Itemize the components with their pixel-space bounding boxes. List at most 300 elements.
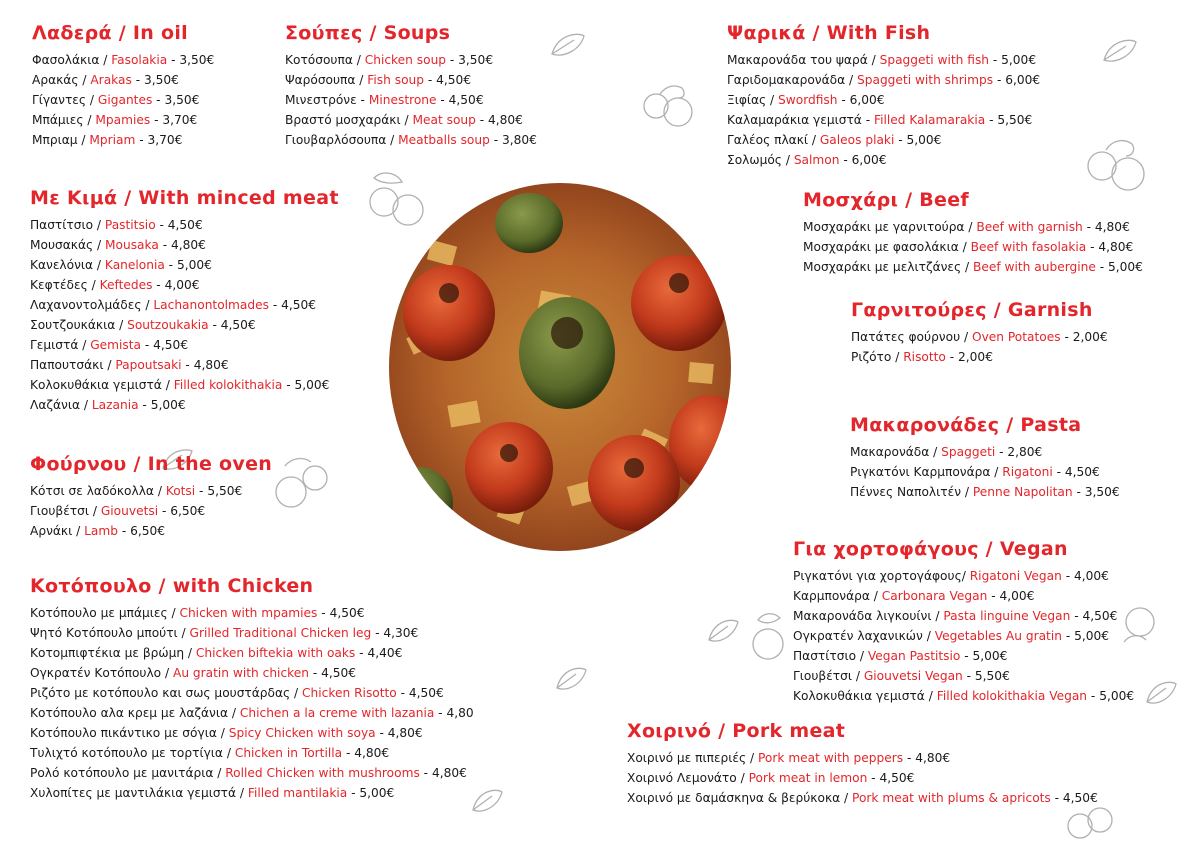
section-garnish [851, 299, 1108, 367]
menu-item-separator: / [958, 240, 971, 254]
menu-item-greek-name: Μακαρονάδα του ψαρά [727, 53, 868, 67]
menu-item-greek-name: Μοσχαράκι με φασολάκια [803, 240, 959, 254]
menu-item [285, 130, 537, 150]
menu-item-price: - 4,80€ [1082, 220, 1130, 234]
section-title: Χοιρινό / Pork meat [627, 720, 846, 742]
menu-item-greek-name: Μοσχαράκι με μελιτζάνες [803, 260, 962, 274]
menu-item-greek-name: Χυλοπίτες με μαντιλάκια γεμιστά [30, 786, 236, 800]
menu-item-separator: / [83, 113, 96, 127]
menu-item-separator: / [924, 689, 937, 703]
menu-item [30, 501, 272, 521]
menu-item-greek-name: Ογκρατέν Κοτόπουλο [30, 666, 162, 680]
menu-item-price: - 3,50€ [1072, 485, 1120, 499]
menu-item-separator: / [290, 686, 303, 700]
menu-item-price: - 5,00€ [347, 786, 395, 800]
menu-item-separator: / [781, 153, 794, 167]
menu-item-price: - 4,50€ [1070, 609, 1118, 623]
menu-item-separator: / [400, 113, 413, 127]
menu-item [30, 683, 474, 703]
menu-item-price: - 4,00€ [1061, 569, 1109, 583]
menu-item-greek-name: Γιουβέτσι [30, 504, 89, 518]
menu-item-price: - 3,50€ [152, 93, 200, 107]
menu-item [793, 626, 1134, 646]
menu-item-separator: / [177, 626, 190, 640]
section-chicken [30, 575, 474, 803]
menu-item-english-name: Filled kolokithakia [173, 378, 283, 392]
menu-item [32, 110, 214, 130]
section-pasta [850, 414, 1120, 502]
menu-item-greek-name: Μουσακάς [30, 238, 94, 252]
menu-item-separator: / [931, 609, 944, 623]
menu-item-greek-name: Σολωμός [727, 153, 782, 167]
menu-item-greek-name: Παστίτσιο [30, 218, 94, 232]
menu-item-greek-name: Χοιρινό Λεμονάτο [627, 771, 737, 785]
menu-item-price: - 5,50€ [195, 484, 243, 498]
menu-item-separator: / [80, 398, 92, 412]
menu-item-greek-name: Ριγκατόνι για χορτογάφους [793, 569, 962, 583]
menu-item-separator: / [355, 73, 368, 87]
menu-item [285, 90, 537, 110]
menu-item-separator: / [867, 53, 880, 67]
menu-item-price: - 4,50€ [1050, 791, 1098, 805]
menu-item-english-name: Rigatoni Vegan [969, 569, 1062, 583]
menu-item-greek-name: Ριζότο με κοτόπουλο και σως μουστάρδας [30, 686, 291, 700]
menu-item [30, 723, 474, 743]
menu-item-separator: / [216, 726, 229, 740]
menu-item-english-name: Vegetables Au gratin [934, 629, 1062, 643]
menu-item-english-name: Meatballs soup [398, 133, 490, 147]
menu-item-greek-name: Γιουβέτσι [793, 669, 852, 683]
menu-item-separator: / [961, 260, 974, 274]
menu-item-price: - 5,00€ [1087, 689, 1135, 703]
menu-item-english-name: Lachanontolmades [153, 298, 269, 312]
leaf-doodle-icon [1144, 678, 1180, 708]
menu-item [30, 315, 339, 335]
menu-item-price: - 5,50€ [962, 669, 1010, 683]
menu-item-english-name: Giouvetsi Vegan [863, 669, 963, 683]
menu-item-separator: / [78, 73, 91, 87]
berry-doodle-icon [362, 168, 432, 234]
menu-item-separator: / [141, 298, 154, 312]
menu-item [727, 70, 1040, 90]
menu-item-price: - 4,50€ [317, 606, 365, 620]
menu-item-greek-name: Ογκρατέν λαχανικών [793, 629, 923, 643]
menu-item-price: - 4,50€ [155, 218, 203, 232]
menu-item [30, 521, 272, 541]
menu-item-price: - 4,80€ [342, 746, 390, 760]
menu-item-price: - 4,50€ [424, 73, 472, 87]
menu-item-separator: / [960, 330, 972, 344]
menu-item-greek-name: Ριγκατόνι Καρμπονάρα [850, 465, 991, 479]
menu-item-english-name: Mpamies [95, 113, 151, 127]
menu-item [851, 327, 1108, 347]
menu-item [727, 130, 1040, 150]
menu-item-price: - 5,00€ [989, 53, 1037, 67]
menu-item [285, 70, 537, 90]
menu-item-greek-name: Βραστό μοσχαράκι [285, 113, 401, 127]
menu-item-english-name: Gemista [90, 338, 142, 352]
menu-item-greek-name: Μακαρονάδα λιγκουίνι [793, 609, 932, 623]
menu-item-price: - 6,00€ [837, 93, 885, 107]
menu-item-price: - 4,80€ [419, 766, 467, 780]
menu-item [30, 395, 339, 415]
section-title: Μακαρονάδες / Pasta [850, 414, 1082, 436]
menu-item-separator: / [93, 218, 105, 232]
menu-item-english-name: Papoutsaki [115, 358, 182, 372]
menu-item-separator: / [87, 278, 100, 292]
menu-item [793, 566, 1134, 586]
menu-item [285, 110, 537, 130]
menu-item [32, 130, 214, 150]
menu-item-english-name: Pasta linguine Vegan [943, 609, 1071, 623]
menu-item [30, 743, 474, 763]
menu-item-english-name: Rolled Chicken with mushrooms [225, 766, 420, 780]
menu-item [727, 110, 1040, 130]
menu-item-english-name: Pastitsio [104, 218, 156, 232]
menu-item-english-name: Soutzoukakia [127, 318, 209, 332]
section-pork [627, 720, 1098, 808]
menu-item-english-name: Kotsi [165, 484, 196, 498]
menu-item-separator: / [922, 629, 935, 643]
menu-item [30, 295, 339, 315]
menu-item-english-name: Arakas [90, 73, 132, 87]
menu-item-greek-name: Μινεστρόνε [285, 93, 357, 107]
menu-item-greek-name: Γαριδομακαρονάδα [727, 73, 846, 87]
menu-item-english-name: Minestrone [368, 93, 437, 107]
menu-item-english-name: Mpriam [89, 133, 136, 147]
menu-item-separator: / [808, 133, 820, 147]
menu-item-separator: / [72, 524, 85, 538]
menu-item-price: - 4,80€ [158, 238, 206, 252]
menu-item-separator: / [86, 93, 98, 107]
menu-item-price: - 3,50€ [167, 53, 215, 67]
menu-item-price: - 3,80€ [489, 133, 537, 147]
menu-item-english-name: Meat soup [412, 113, 476, 127]
leaf-doodle-icon [1100, 36, 1140, 66]
menu-item-english-name: Chicken biftekia with oaks [195, 646, 356, 660]
menu-item [30, 255, 339, 275]
menu-item-english-name: Chicken soup [364, 53, 447, 67]
menu-item-price: - 2,80€ [995, 445, 1043, 459]
menu-item [30, 783, 474, 803]
menu-item-greek-name: Γεμιστά [30, 338, 79, 352]
menu-item-separator: - [356, 93, 369, 107]
menu-item-english-name: Au gratin with chicken [172, 666, 309, 680]
menu-item-english-name: Pork meat in lemon [748, 771, 868, 785]
menu-item-price: - 5,00€ [894, 133, 942, 147]
menu-item-greek-name: Κότσι σε λαδόκολλα [30, 484, 154, 498]
menu-item-english-name: Spicy Chicken with soya [228, 726, 376, 740]
menu-item-price: - 4,80€ [375, 726, 423, 740]
menu-item-separator: / [386, 133, 399, 147]
menu-item-price: - 6,00€ [839, 153, 887, 167]
menu-item-english-name: Chicken with mpamies [179, 606, 318, 620]
menu-item [285, 50, 537, 70]
menu-item-greek-name: Μακαρονάδα [850, 445, 930, 459]
menu-item [30, 235, 339, 255]
menu-item-english-name: Keftedes [99, 278, 153, 292]
menu-item [32, 90, 214, 110]
menu-item-english-name: Kanelonia [104, 258, 165, 272]
menu-item-price: - 3,50€ [131, 73, 179, 87]
menu-item-separator: / [964, 220, 977, 234]
menu-item [803, 237, 1143, 257]
menu-item-greek-name: Κολοκυθάκια γεμιστά [793, 689, 925, 703]
menu-item [793, 606, 1134, 626]
section-beef [803, 189, 1143, 277]
menu-item-greek-name: Χοιρινό με δαμάσκηνα & βερύκοκα [627, 791, 841, 805]
menu-item-separator: / [161, 378, 174, 392]
menu-item [727, 90, 1040, 110]
menu-item [793, 646, 1134, 666]
menu-item-separator: - [861, 113, 874, 127]
menu-item [627, 768, 1098, 788]
menu-item-english-name: Filled kolokithakia Vegan [936, 689, 1088, 703]
menu-item [30, 375, 339, 395]
menu-item-separator: / [766, 93, 779, 107]
menu-item-english-name: Giouvetsi [100, 504, 159, 518]
menu-item-greek-name: Κανελόνια [30, 258, 94, 272]
menu-item [30, 623, 474, 643]
menu-item-english-name: Carbonara Vegan [881, 589, 988, 603]
leaf-doodle-icon [548, 30, 588, 60]
menu-item [793, 586, 1134, 606]
menu-item-price: - 4,00€ [152, 278, 200, 292]
menu-item-separator: / [891, 350, 904, 364]
menu-item [627, 788, 1098, 808]
menu-item-greek-name: Κολοκυθάκια γεμιστά [30, 378, 162, 392]
menu-item-price: - 4,50€ [268, 298, 317, 312]
menu-item [851, 347, 1108, 367]
menu-item [30, 643, 474, 663]
menu-item [30, 335, 339, 355]
section-minced-meat [30, 187, 339, 415]
menu-item-greek-name: Λαζάνια [30, 398, 80, 412]
menu-item-separator: / [736, 771, 749, 785]
leaf-doodle-icon [554, 664, 590, 694]
menu-item-greek-name: Παστίτσιο [793, 649, 857, 663]
menu-item-price: - 4,80€ [181, 358, 229, 372]
menu-item-price: - 4,80€ [903, 751, 951, 765]
menu-item-price: - 4,80 [434, 706, 474, 720]
menu-item-greek-name: Καλαμαράκια γεμιστά [727, 113, 862, 127]
menu-item-price: - 4,50€ [867, 771, 915, 785]
menu-item-greek-name: Τυλιχτό κοτόπουλο με τορτίγια [30, 746, 223, 760]
menu-item-separator: / [961, 485, 973, 499]
menu-item-english-name: Salmon [793, 153, 840, 167]
menu-item-separator: / [840, 791, 853, 805]
menu-item-english-name: Chicken Risotto [302, 686, 397, 700]
menu-item-price: - 5,00€ [138, 398, 186, 412]
menu-item [30, 703, 474, 723]
menu-item-separator: / [961, 569, 970, 583]
menu-item [30, 355, 339, 375]
menu-item-price: - 5,00€ [282, 378, 330, 392]
menu-item-greek-name: Γίγαντες [32, 93, 87, 107]
menu-item [793, 686, 1134, 706]
menu-item-separator: / [93, 238, 106, 252]
menu-item-separator: / [153, 484, 166, 498]
menu-item-price: - 4,40€ [355, 646, 403, 660]
menu-item-price: - 4,80€ [475, 113, 523, 127]
menu-item-separator: / [213, 766, 226, 780]
section-vegan [793, 538, 1134, 706]
menu-item [627, 748, 1098, 768]
menu-item-price: - 5,00€ [960, 649, 1008, 663]
menu-item-greek-name: Ρολό κοτόπουλο με μανιτάρια [30, 766, 214, 780]
menu-item-separator: / [228, 706, 240, 720]
menu-item-separator: / [93, 258, 105, 272]
menu-item-separator: / [929, 445, 942, 459]
menu-item-separator: / [88, 504, 101, 518]
menu-item-greek-name: Πέννες Ναπολιτέν [850, 485, 961, 499]
menu-item-separator: / [184, 646, 196, 660]
menu-item [30, 481, 272, 501]
menu-item-separator: / [869, 589, 882, 603]
menu-item-greek-name: Γαλέος πλακί [727, 133, 808, 147]
berry-doodle-icon [265, 452, 335, 522]
menu-item-english-name: Pork meat with plums & apricots [852, 791, 1051, 805]
section-title: Με Κιμά / With minced meat [30, 187, 339, 209]
section-title: Γαρνιτούρες / Garnish [851, 299, 1093, 321]
menu-item-english-name: Grilled Traditional Chicken leg [189, 626, 372, 640]
menu-item-price: - 4,50€ [396, 686, 444, 700]
section-fish [727, 22, 1040, 170]
menu-item-english-name: Lazania [91, 398, 139, 412]
menu-item [793, 666, 1134, 686]
menu-item-price: - 6,50€ [117, 524, 166, 538]
menu-item-english-name: Fish soup [367, 73, 425, 87]
section-title: Για χορτοφάγους / Vegan [793, 538, 1068, 560]
menu-item-greek-name: Πατάτες φούρνου [851, 330, 961, 344]
menu-item-separator: / [115, 318, 128, 332]
menu-item-greek-name: Ριζότο [851, 350, 892, 364]
section-title: Μοσχάρι / Beef [803, 189, 969, 211]
menu-item [850, 462, 1120, 482]
menu-item [32, 50, 214, 70]
menu-item-greek-name: Χοιρινό με πιπεριές [627, 751, 747, 765]
menu-item-english-name: Pork meat with peppers [758, 751, 904, 765]
menu-item-english-name: Rigatoni [1002, 465, 1053, 479]
menu-item [30, 603, 474, 623]
menu-item-greek-name: Κεφτέδες [30, 278, 88, 292]
menu-item-english-name: Risotto [903, 350, 946, 364]
menu-item-greek-name: Παπουτσάκι [30, 358, 104, 372]
menu-item-greek-name: Φασολάκια [32, 53, 100, 67]
menu-item-english-name: Lamb [84, 524, 118, 538]
section-title: Σούπες / Soups [285, 22, 451, 44]
menu-item-price: - 5,00€ [1095, 260, 1143, 274]
menu-item-separator: / [746, 751, 758, 765]
menu-item-price: - 5,00€ [1061, 629, 1109, 643]
menu-item-greek-name: Μπάμιες [32, 113, 84, 127]
menu-item-separator: / [161, 666, 173, 680]
menu-item [30, 763, 474, 783]
menu-item-english-name: Beef with fasolakia [970, 240, 1087, 254]
menu-item-separator: / [77, 133, 90, 147]
menu-item-english-name: Beef with garnish [976, 220, 1083, 234]
menu-item-english-name: Galeos plaki [819, 133, 895, 147]
food-photo-gemista [389, 183, 731, 551]
menu-item-separator: / [99, 53, 112, 67]
menu-item-greek-name: Μοσχαράκι με γαρνιτούρα [803, 220, 965, 234]
menu-item-price: - 6,00€ [993, 73, 1041, 87]
menu-item-english-name: Spaggeti with shrimps [857, 73, 994, 87]
menu-item-greek-name: Μπριαμ [32, 133, 78, 147]
menu-item-english-name: Chichen a la creme with lazania [239, 706, 435, 720]
menu-item-english-name: Mousaka [105, 238, 159, 252]
section-title: Φούρνου / In the oven [30, 453, 273, 475]
menu-item-greek-name: Αρακάς [32, 73, 79, 87]
menu-item-greek-name: Σουτζουκάκια [30, 318, 116, 332]
menu-item [30, 663, 474, 683]
menu-item-greek-name: Κοτόσουπα [285, 53, 353, 67]
menu-item-price: - 3,70€ [150, 113, 198, 127]
menu-item-price: - 4,50€ [309, 666, 357, 680]
menu-item-price: - 6,50€ [158, 504, 206, 518]
menu-item-separator: / [990, 465, 1003, 479]
menu-item [850, 482, 1120, 502]
menu-item-price: - 2,00€ [945, 350, 993, 364]
section-oven [30, 453, 272, 541]
menu-item-greek-name: Κοτόπουλο με μπάμιες [30, 606, 168, 620]
menu-item-separator: / [236, 786, 248, 800]
menu-item-price: - 2,00€ [1060, 330, 1108, 344]
menu-item-english-name: Penne Napolitan [972, 485, 1073, 499]
menu-item-english-name: Beef with aubergine [973, 260, 1096, 274]
menu-item-greek-name: Αρνάκι [30, 524, 73, 538]
menu-item-greek-name: Ψαρόσουπα [285, 73, 356, 87]
menu-item-english-name: Filled Kalamarakia [873, 113, 986, 127]
menu-item-greek-name: Καρμπονάρα [793, 589, 870, 603]
menu-item-price: - 4,50€ [208, 318, 256, 332]
section-title: Λαδερά / In oil [32, 22, 188, 44]
leaf-doodle-icon [470, 786, 506, 816]
section-in-oil [32, 22, 214, 150]
menu-item-greek-name: Γιουβαρλόσουπα [285, 133, 387, 147]
menu-item-separator: / [845, 73, 857, 87]
menu-item [32, 70, 214, 90]
menu-item-price: - 4,50€ [1052, 465, 1100, 479]
menu-item-separator: / [222, 746, 235, 760]
menu-item-separator: / [352, 53, 365, 67]
menu-item-price: - 4,50€ [436, 93, 484, 107]
menu-item-price: - 4,50€ [141, 338, 189, 352]
menu-item [803, 257, 1143, 277]
menu-item-price: - 3,50€ [446, 53, 494, 67]
menu-item-english-name: Fasolakia [111, 53, 168, 67]
menu-item-separator: / [103, 358, 116, 372]
menu-item-greek-name: Ξιφίας [727, 93, 767, 107]
menu-item-separator: / [856, 649, 868, 663]
menu-item-english-name: Swordfish [778, 93, 838, 107]
menu-item-price: - 4,30€ [371, 626, 419, 640]
menu-item [727, 150, 1040, 170]
menu-item-separator: / [78, 338, 91, 352]
section-title: Ψαρικά / With Fish [727, 22, 931, 44]
menu-item-greek-name: Λαχανοντολμάδες [30, 298, 142, 312]
leaf-doodle-icon [706, 616, 742, 646]
menu-item-separator: / [851, 669, 864, 683]
menu-item-price: - 4,80€ [1086, 240, 1134, 254]
menu-item-english-name: Oven Potatoes [971, 330, 1061, 344]
menu-item-greek-name: Κοτόπουλο αλα κρεμ με λαζάνια [30, 706, 229, 720]
menu-item-price: - 5,00€ [164, 258, 212, 272]
berry-doodle-icon [638, 78, 702, 134]
menu-item-separator: / [167, 606, 180, 620]
menu-item [727, 50, 1040, 70]
menu-item [850, 442, 1120, 462]
